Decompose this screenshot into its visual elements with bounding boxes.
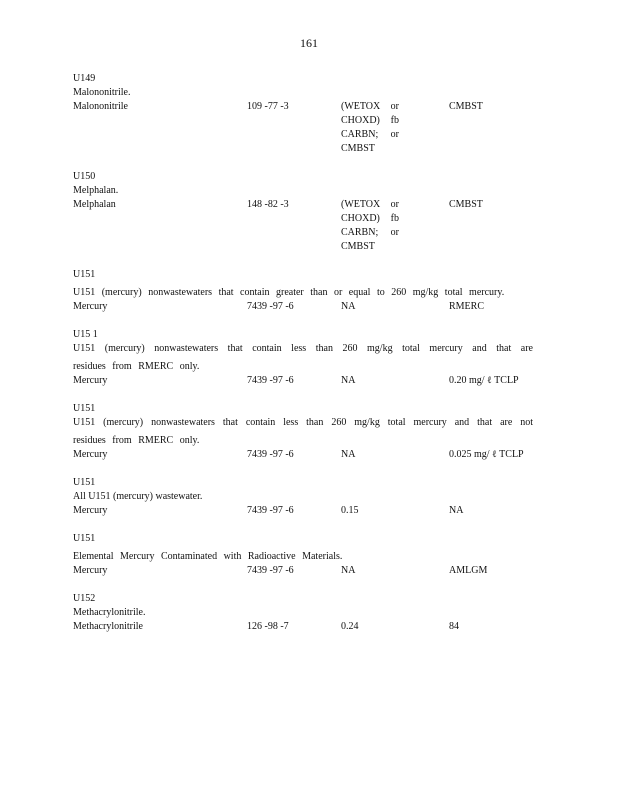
technology-word: (WETOX [341, 199, 381, 210]
wastewater-standard: NA [341, 565, 356, 576]
technology-line [341, 212, 399, 226]
technology-word: CHOXD) [341, 213, 380, 224]
technology-line [341, 198, 399, 212]
waste-description [73, 416, 533, 448]
technology-word: CHOXD) [341, 115, 380, 126]
waste-description-line: Elemental Mercury Contaminated with Radioactive Materials. [73, 551, 343, 562]
cas-number: 7439 -97 -6 [247, 301, 294, 312]
cas-number: 7439 -97 -6 [247, 375, 294, 386]
nonwastewater-standard: RMERC [449, 301, 485, 312]
waste-entry [73, 402, 543, 462]
technology-line [341, 114, 399, 128]
wastewater-standard: NA [341, 375, 356, 386]
waste-entry [73, 592, 543, 634]
waste-code: U151 [73, 477, 96, 488]
cas-number: 126 -98 -7 [247, 621, 289, 632]
constituent-name: Melphalan [73, 199, 116, 210]
wastewater-standard: NA [341, 449, 356, 460]
waste-code: U151 [73, 269, 96, 280]
waste-description [73, 490, 533, 504]
nonwastewater-standard: NA [449, 505, 464, 516]
constituent-name: Mercury [73, 505, 108, 516]
constituent-row [73, 300, 543, 314]
constituent-name: Mercury [73, 565, 108, 576]
waste-entry [73, 268, 543, 314]
nonwastewater-standard: 0.025 mg/ ℓ TCLP [449, 449, 524, 460]
waste-description-line: U151 (mercury) nonwastewaters that contain less than 260 mg/kg total mercury and that are not [73, 417, 533, 428]
waste-description-line: U151 (mercury) nonwastewaters that contain greater than or equal to 260 mg/kg total mercury. [73, 287, 505, 298]
cas-number: 7439 -97 -6 [247, 449, 294, 460]
waste-entry [73, 72, 543, 156]
constituent-name: Mercury [73, 301, 108, 312]
waste-description-line: residues from RMERC only. [73, 435, 200, 446]
technology-word: or [390, 227, 399, 238]
constituent-name: Methacrylonitrile [73, 621, 143, 632]
technology-word: or [390, 101, 399, 112]
cas-number: 7439 -97 -6 [247, 565, 294, 576]
cas-number: 109 -77 -3 [247, 101, 289, 112]
constituent-row [73, 448, 543, 462]
constituent-row [73, 564, 543, 578]
constituent-row [73, 198, 543, 254]
page-number: 161 [300, 36, 318, 50]
technology-word: or [390, 129, 399, 140]
waste-entry [73, 532, 543, 578]
technology-word: fb [390, 213, 399, 224]
waste-description [73, 86, 533, 100]
constituent-name: Malononitrile [73, 101, 128, 112]
waste-description-line: residues from RMERC only. [73, 361, 200, 372]
waste-description [73, 282, 533, 300]
wastewater-standard [341, 100, 401, 156]
technology-word: (WETOX [341, 101, 381, 112]
waste-code: U151 [73, 533, 96, 544]
technology-word: fb [390, 115, 399, 126]
constituent-row [73, 620, 543, 634]
waste-code: U15 1 [73, 329, 98, 340]
waste-description-line: Methacrylonitrile. [73, 607, 146, 618]
wastewater-standard: 0.24 [341, 621, 359, 632]
technology-line [341, 226, 399, 240]
technology-line [341, 100, 399, 114]
nonwastewater-standard: 0.20 mg/ ℓ TCLP [449, 375, 519, 386]
constituent-row [73, 100, 543, 156]
waste-description-line: U151 (mercury) nonwastewaters that contain less than 260 mg/kg total mercury and that are [73, 343, 533, 354]
wastewater-standard: NA [341, 301, 356, 312]
waste-description-line: All U151 (mercury) wastewater. [73, 491, 203, 502]
wastewater-standard: 0.15 [341, 505, 359, 516]
waste-description-line: Melphalan. [73, 185, 119, 196]
waste-description [73, 342, 533, 374]
technology-word: CARBN; [341, 227, 379, 238]
waste-code: U150 [73, 171, 96, 182]
constituent-name: Mercury [73, 375, 108, 386]
waste-code: U152 [73, 593, 96, 604]
wastewater-standard [341, 198, 401, 254]
cas-number: 148 -82 -3 [247, 199, 289, 210]
constituent-row [73, 504, 543, 518]
nonwastewater-standard: 84 [449, 621, 459, 632]
waste-entry [73, 328, 543, 388]
waste-description [73, 606, 533, 620]
cas-number: 7439 -97 -6 [247, 505, 294, 516]
technology-line [341, 240, 399, 254]
waste-entry [73, 170, 543, 254]
waste-entry [73, 476, 543, 518]
nonwastewater-standard: CMBST [449, 199, 483, 210]
constituent-name: Mercury [73, 449, 108, 460]
waste-description-line: Malononitrile. [73, 87, 131, 98]
waste-description [73, 546, 533, 564]
technology-line [341, 128, 399, 142]
waste-code-listing [73, 72, 543, 648]
technology-word: CARBN; [341, 129, 379, 140]
technology-word: or [390, 199, 399, 210]
technology-line [341, 142, 399, 156]
constituent-row [73, 374, 543, 388]
technology-word: CMBST [341, 241, 375, 252]
nonwastewater-standard: AMLGM [449, 565, 488, 576]
waste-code: U151 [73, 403, 96, 414]
technology-word: CMBST [341, 143, 375, 154]
waste-description [73, 184, 533, 198]
waste-code: U149 [73, 73, 96, 84]
nonwastewater-standard: CMBST [449, 101, 483, 112]
